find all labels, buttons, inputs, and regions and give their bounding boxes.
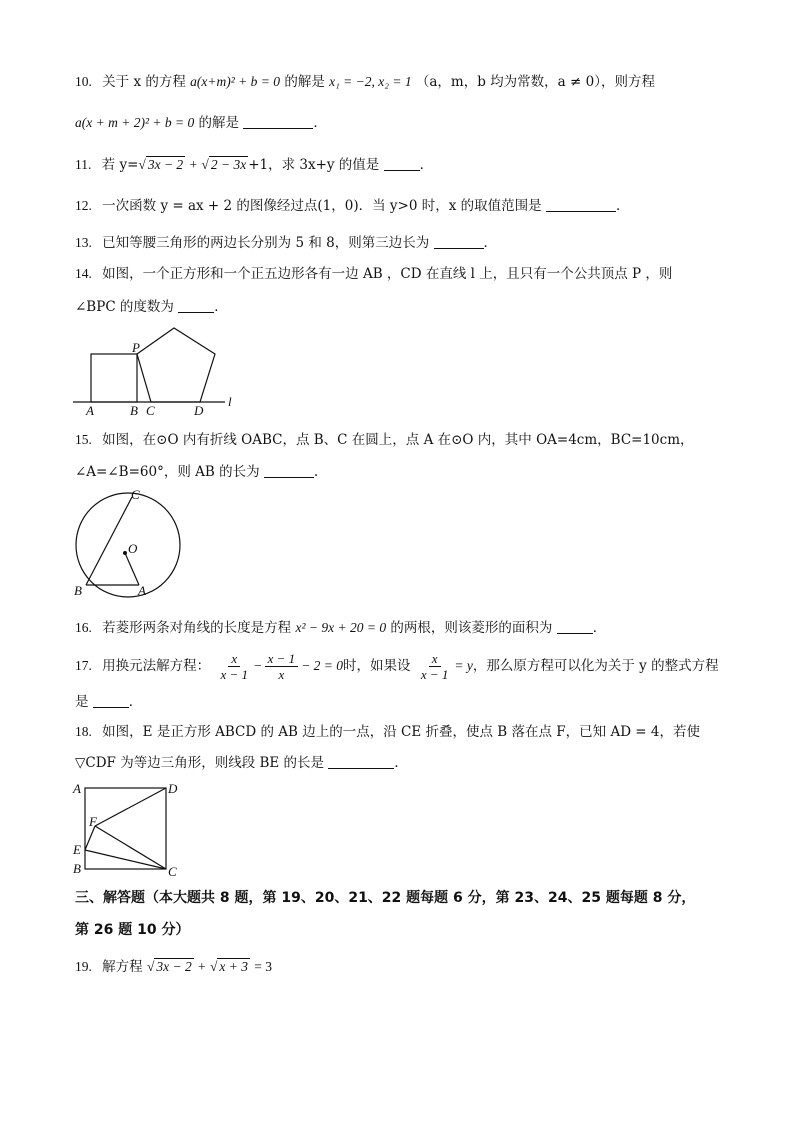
radicand: 2 − 3x	[210, 157, 247, 172]
question-text: 已知等腰三角形的两边长分别为 5 和 8，则第三边长为	[102, 235, 430, 251]
segment-ec	[85, 850, 166, 869]
question-text: 是	[75, 694, 89, 710]
condition-text: （a，m，b 均为常数，a ≠ 0），则方程	[415, 74, 655, 90]
question-14-line2: ∠BPC 的度数为 ．	[75, 299, 228, 315]
question-text: 用换元法解方程：	[102, 658, 211, 674]
question-17-line1: 17. 用换元法解方程： $\frac{x}{x - 1}$ − $\frac{x - 1}{x}$ − 2 = 0时，如果设 $\frac{x}{x - 1}$ = y，那么原方程可以化为关于 y 的整式方程	[75, 651, 719, 682]
question-text: 一次函数 y = ax + 2 的图像经过点(1，0)．当 y>0 时，x 的取值范围是	[102, 198, 542, 214]
question-18-line1	[75, 722, 700, 742]
question-text: ▽CDF 为等边三角形，则线段 BE 的长是	[75, 755, 325, 771]
radicand: x + 3	[219, 959, 248, 974]
question-text: 的两根，则该菱形的面积为	[390, 620, 553, 636]
fraction-2: $\frac{x - 1}{x}$	[265, 651, 299, 682]
question-text: 的解是	[198, 115, 240, 131]
equation: a(x + m + 2)² + b = 0	[75, 115, 195, 130]
question-number: 13.	[75, 235, 92, 250]
segment-fc	[95, 826, 166, 869]
figure-circle	[68, 487, 188, 602]
question-15-line2: ∠A=∠B=60°，则 AB 的长为 .	[75, 464, 319, 480]
label-B: B	[74, 583, 82, 598]
label-B: B	[130, 403, 138, 417]
equation-rest: − 2 = 0	[301, 658, 344, 673]
question-10-line2: a(x + m + 2)² + b = 0 的解是 ．	[75, 115, 327, 131]
figure-square-pentagon	[70, 322, 245, 417]
label-l: l	[228, 394, 232, 409]
question-text: 如图，一个正方形和一个正五边形各有一边 AB ，CD 在直线 l 上，且只有一个公共顶点 P ，则	[102, 266, 673, 282]
question-number: 10.	[75, 74, 92, 89]
question-14-line1	[75, 264, 672, 284]
label-P: P	[132, 340, 140, 355]
label-D: D	[194, 403, 204, 417]
radicand: 3x − 2	[147, 157, 184, 172]
label-C: C	[168, 864, 177, 878]
fraction-3: $\frac{x}{x - 1}$	[420, 651, 449, 682]
label-C: C	[146, 403, 155, 417]
substitution: = y	[454, 658, 473, 673]
question-text: 的解是	[284, 74, 325, 90]
question-13: 13. 已知等腰三角形的两边长分别为 5 和 8，则第三边长为 ．	[75, 235, 498, 251]
question-text: 如图，在⊙O 内有折线 OABC，点 B、C 在圆上，点 A 在⊙O 内，其中 OA=4cm，BC=10cm，	[102, 432, 694, 448]
answer-blank[interactable]	[546, 197, 616, 212]
question-19: 19. 解方程 √ 3x − 2 + √ x + 3 = 3	[75, 959, 273, 975]
section-heading-line2: 第 26 题 10 分）	[75, 922, 190, 938]
question-11: 11. 若 y=√ 3x − 2 + √ 2 − 3x +1，求 3x+y 的值是 ．	[75, 157, 434, 173]
question-text: 若菱形两条对角线的长度是方程	[102, 620, 292, 636]
answer-blank[interactable]	[93, 693, 129, 708]
label-D: D	[168, 781, 178, 796]
question-17-line2: 是 ．	[75, 694, 143, 710]
label-C: C	[131, 487, 140, 502]
answer-blank[interactable]	[178, 298, 214, 313]
label-O: O	[128, 541, 138, 556]
question-number: 16.	[75, 620, 92, 635]
question-12: 12. 一次函数 y = ax + 2 的图像经过点(1，0)．当 y>0 时，x 的取值范围是 ．	[75, 198, 630, 214]
question-number: 14.	[75, 266, 92, 281]
label-A: A	[138, 583, 146, 598]
center-point	[123, 551, 127, 555]
answer-blank[interactable]	[384, 156, 420, 171]
question-10-line1	[75, 72, 655, 92]
question-text: 解方程	[102, 959, 143, 975]
question-text: ∠A=∠B=60°，则 AB 的长为	[75, 464, 260, 480]
answer-blank[interactable]	[434, 234, 484, 249]
equation-rest: = 3	[254, 959, 273, 974]
square-abcd	[85, 788, 166, 869]
answer-blank[interactable]	[243, 114, 313, 129]
label-B: B	[73, 861, 81, 876]
square	[91, 354, 137, 402]
answer-blank[interactable]	[557, 619, 593, 634]
question-number: 12.	[75, 198, 92, 213]
radicand: 3x − 2	[156, 959, 192, 974]
section-heading-line1: 三、解答题（本大题共 8 题，第 19、20、21、22 题每题 6 分，第 23、24、25 题每题 8 分，	[75, 890, 696, 906]
question-text: 时，如果设	[343, 658, 411, 674]
label-A: A	[73, 781, 81, 796]
segment-bc	[86, 497, 132, 585]
question-text: +1，求 3x+y 的值是	[248, 157, 380, 173]
answer-blank[interactable]	[264, 463, 314, 478]
question-number: 11.	[75, 157, 92, 172]
question-text: 若 y=	[101, 157, 139, 173]
figure-square-fold	[70, 778, 190, 878]
label-F: F	[89, 814, 97, 829]
pentagon	[137, 328, 215, 402]
question-text: 如图，E 是正方形 ABCD 的 AB 边上的一点，沿 CE 折叠，使点 B 落在点 F，已知 AD = 4，若使	[102, 724, 701, 740]
question-number: 17.	[75, 658, 92, 673]
segment-fe	[85, 826, 95, 850]
question-16: 16. 若菱形两条对角线的长度是方程 x² − 9x + 20 = 0 的两根，则该菱形的面积为 ．	[75, 620, 607, 636]
question-text: ∠BPC 的度数为	[75, 299, 174, 315]
fraction-1: $\frac{x}{x - 1}$	[220, 651, 249, 682]
equation: a(x+m)² + b = 0	[190, 74, 281, 89]
answer-blank[interactable]	[328, 754, 394, 769]
label-E: E	[73, 842, 81, 857]
question-number: 19.	[75, 959, 92, 974]
segment-fd	[95, 788, 166, 826]
equation: x² − 9x + 20 = 0	[295, 620, 387, 635]
question-text: 关于 x 的方程	[102, 74, 186, 90]
question-number: 18.	[75, 724, 92, 739]
label-A: A	[86, 403, 94, 417]
solution: x₁ = −2, x₂ = 1	[329, 74, 412, 89]
segment-oa	[125, 553, 139, 585]
question-text: ，那么原方程可以化为关于 y 的整式方程	[472, 658, 719, 674]
question-15-line1	[75, 430, 694, 450]
question-number: 15.	[75, 432, 92, 447]
question-18-line2: ▽CDF 为等边三角形，则线段 BE 的长是 ．	[75, 755, 408, 771]
